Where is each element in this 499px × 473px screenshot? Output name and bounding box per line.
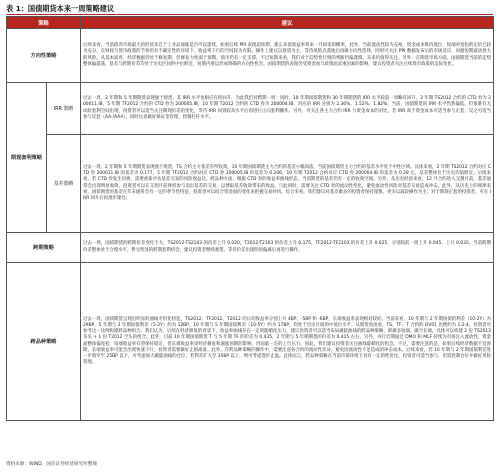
row-category: 方向性策略	[7, 29, 81, 83]
row-text: 过去一周，国债期货呈现出明显的曲线平坦化特征，TS2012、TF2012、T2012 的日均收益率分别上升 4BP、-5BP 和 -6BP，长端收益率表现相对较好。当前来看，10 年期与 2 年期国债的利差（10-2Y）为 29BP，5 年期与 2 年期国债利差（5-2Y）约为 12BP，10 年期与 5 年期国债利差（10-5Y）约为 17BP，均处于历史区间的中低位水平。从期货角度看，TS、TF、T 合约的 DV01 比例约为 1:2:4，投资者可参考这一比例构建跨品种组合。我们认为，后续在经济修复的背景下，收益率曲线存在一定的陡峭化压力，建议投资者可以适当布局做陡曲线的跨品种策略，即做多短端、做空长端，具体可以构建 2 份 TS2012 多头 + 1 份 T2012 空头的组合。此外，目前 10 年期国债期货 T 与 5 年期 TF 的价差为 0.435，2 年期与 5 年期期货的价差为 0.415 左右。另外，央行近期通过 OMO 和 MLF 持续为市场注入流动性，资金面整体偏宽松，短端收益率有望保持稳定，但长端收益率受经济修复和通胀预期的影响，仍面临一定的上行压力，因此，我们建议投资者关注曲线陡峭化的机会。不过，需要注意的是，如果后续经济数据不及预期，长端收益率可能会出现快速下行，投资者需要做好止损准备。此外，在跨品种策略的操作中，需要注意各合约的流动性差异，避免因流动性不足造成的冲击成本。后续来看，若 10 年期与 2 年期国债利差进一步收窄至 25BP 以下，可考虑加大做陡曲线的仓位；若利差扩大至 35BP 以上，则可考虑逐步止盈。总体而言，跨品种策略在当前市场环境下具有一定的性价比，投资者可适当参与，但需控制仓位并做好风险管理。	[81, 263, 494, 421]
row-text: 过去一周，国债期货的跨期价差变化不大，TS2012-TS2103 的价差上升 0.020，T2012-T2103 的价差上升 0.175，TF2012-TF2103 的价差上升 0.025，分别较前一周上升 0.045、上升 0.035。当前跨期价差整体处于合理水平，暂无明显的跨期套利机会，建议投资者继续观望，等待价差出现明显偏离后再进行操作。	[81, 233, 494, 263]
strategy-table	[6, 16, 494, 421]
source-note: 资料来源：WIND，国信证券经济研究所整理	[6, 462, 97, 467]
header-strategy: 策略	[7, 17, 81, 29]
title-rule	[6, 14, 493, 15]
table-row	[7, 263, 494, 421]
row-subcategory: IRR 策略	[47, 83, 81, 135]
row-text: 过去一周，2 年期和 5 年期期货表现强于现货，其 IRR 水平也相应有所回升，为此我们对跨期一周：同时，10 年期国债期货和 30 年期期货的 IRR 水平较前一周略有回升，2 年期 TS2012 合约的 CTD 券为 200011.IB，5 年期 TF2012 合约的 CTD 券为 200005.IB，10 年期 T2012 合约的 CTD 券为 200004.IB，对应的 IRR 分别为 2.36%、1.52%、1.82%。当前，国债期货的 IRR 水平仍然偏低，但很难有无风险套利空间出现，投资者可以适当关注期现价差的变化，等待 IRR 回到较高水平后再进行正向套利操作。另外，可关注各主力合约 IRR 与资金成本的对比，若 IRR 高于资金成本可适当参与正套，反之可适当参与反套（AA-/AAA），同时注意做好保证金管理，控制杠杆水平。	[81, 83, 494, 135]
table-header-row	[7, 17, 494, 29]
row-category: 跨期策略	[7, 233, 81, 263]
row-subcategory: 基差策略	[47, 135, 81, 233]
table-row	[7, 233, 494, 263]
row-category: 期现套利策略	[7, 83, 47, 233]
row-text: 过去一周，2 年期和 5 年期期货表现强于现货，TS 合约主力基差有所收敛，10 年期国债期货主力合约的基差小幅回落，当前国债期货主力合约的基差水平处于中性区域。具体来看，2 年期 TS2012 合约对应 CTD 券 200011.IB 的基差为 0.177，5 年期 TF2012 合约对应 CTD 券 200005.IB 的基差为 0.206，10 年期 T2012 合约对应 CTD 券 200004.IB 的基差为 0.28 元，基差整体位于历史均值附近。后续来看，若 CTD 券发生切换，需要重新评估基差交易的风险收益比。跨品种方面，根据 CTD 券的收益率曲线形态，当前期货的基差仍有一定的收敛空间。另外，从历史经验来看，12 月合约进入交割月前，基差通常会出现明显收敛，投资者可以在交割月前择机参与卖出基差的交易，以博取基差收敛带来的收益。与此同时，需要关注 CTD 券的流动性变化，避免流动性风险对基差交易造成冲击。此外，从历史上的规律来看，国债期货的基差在年末通常会有一定的季节性特征，投资者可以结合资金面的变化来把握交易时机。综合来看，我们建议对基差做多的投资者保持谨慎，更多以波段操作为主；对于期现正套的投资者，可在 IRR 回升后再逐步建仓。	[81, 135, 494, 233]
table-title: 表 1：国债期货本来一周策略建议	[6, 4, 115, 13]
table-row	[7, 29, 494, 83]
row-category: 跨品种策略	[7, 263, 81, 421]
header-advice: 建议	[81, 17, 494, 29]
row-text: 后续来看，当前债券市场最大的担忧来自于工业品通胀是否可以延续，如果后续 PPI 表现超预期，那么来债收益率将来一月回追的概率，此外，当前流动性较为充裕，资金成本维持低位，短端对宽松的定价已较为充分，在财政与货币政策的节奏仍有不确定性的环境下，收益率下行的空间较为有限。操作上建议以观望为主，等待风险点落地后再做方向性选择，同时可关注 PPI 数据发布后的市场反应，回避短期波动放大的风险。从基本面看，经济数据仍处于修复期，但修复力度弱于预期，债市仍有一定支撑，不过短期来看，我们对于趋势性行情的判断仍偏谨慎，未来仍值得关注。另外，在期货市场方面，国债期货当前的走势整体偏震荡，基差与跨期价差均处于历史区间的中位附近，短期内难以形成明确的方向性机会。国债期货的表现仍受资金面与政策面双重因素的影响，建议投资者关注后续货币政策的边际变化。	[81, 29, 494, 83]
table-row	[7, 135, 494, 233]
table-row	[7, 83, 494, 135]
